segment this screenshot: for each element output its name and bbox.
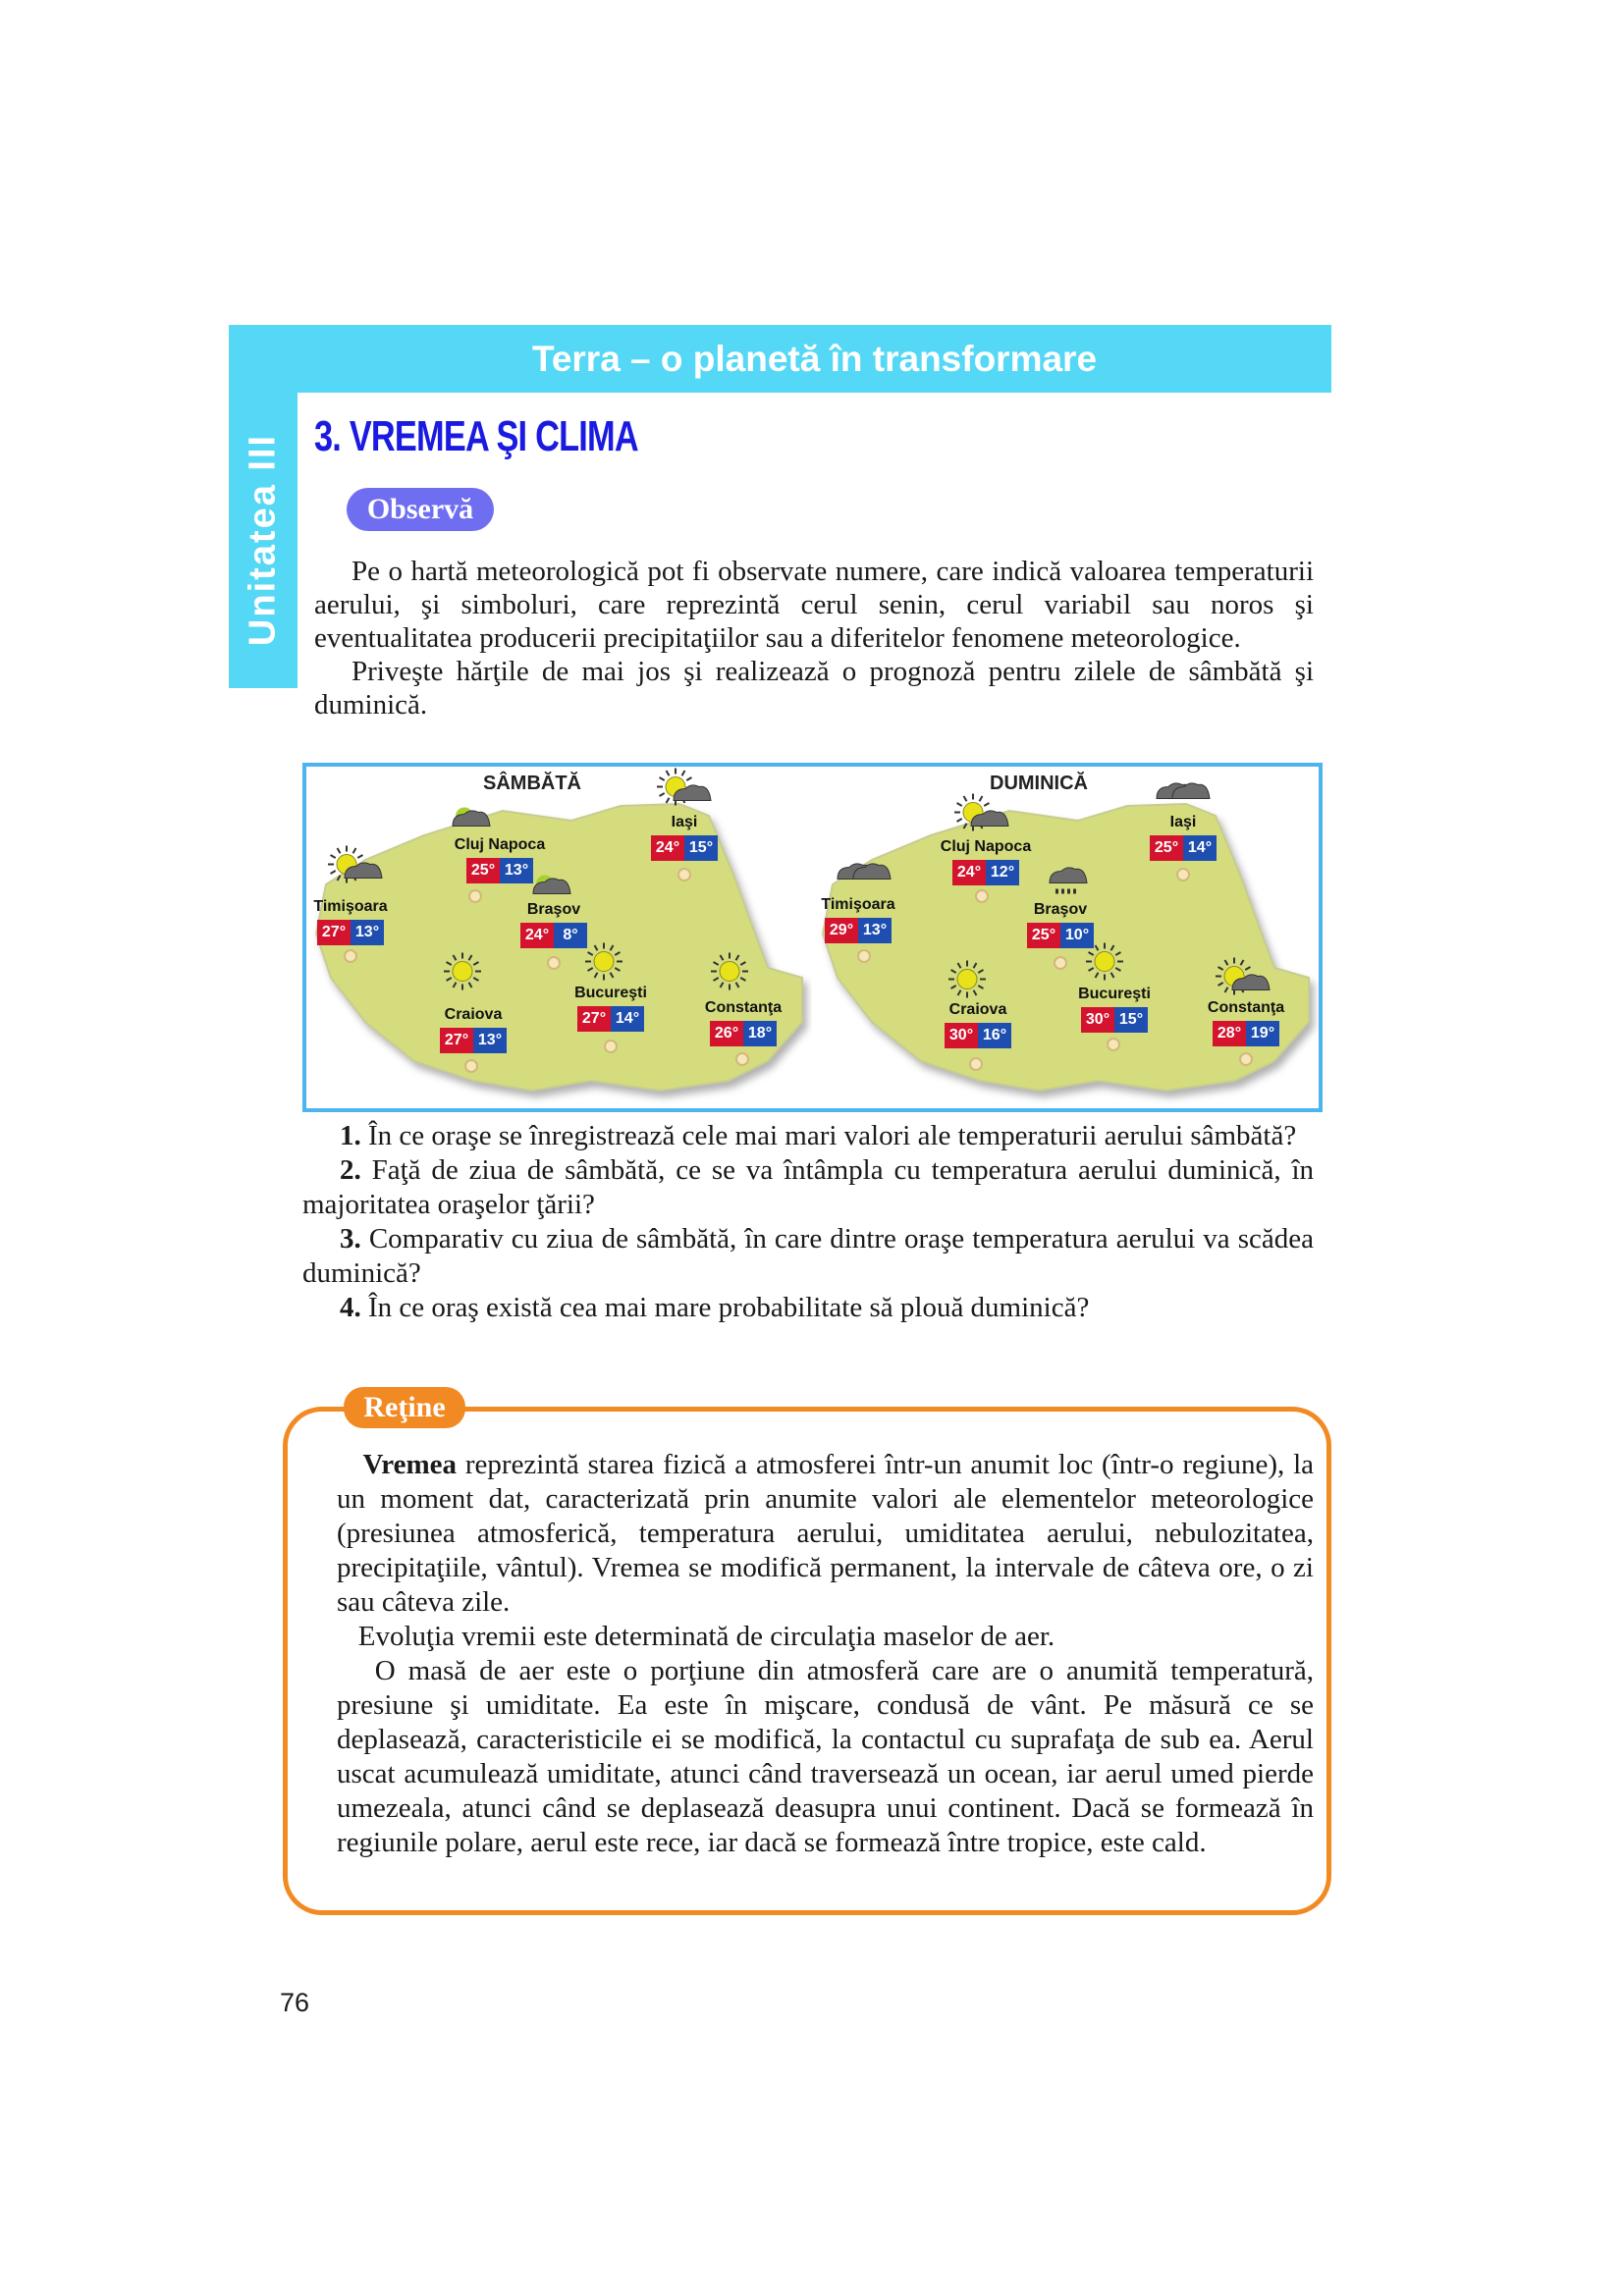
retine-paragraph (337, 1620, 1314, 1654)
city-name: Braşov (526, 901, 581, 918)
max-temperature: 25° (1027, 923, 1060, 948)
city-marker (1107, 1038, 1120, 1051)
max-temperature: 24° (952, 860, 986, 885)
city-temperatures (1081, 1007, 1148, 1033)
max-temperature: 25° (466, 858, 500, 883)
city-temperatures (825, 918, 892, 943)
min-temperature: 18° (743, 1021, 777, 1046)
max-temperature: 27° (440, 1028, 473, 1053)
city-temperatures (440, 1028, 507, 1053)
question-1 (302, 1119, 1314, 1153)
city-marker (1176, 868, 1190, 881)
retine-text (337, 1448, 1314, 1860)
city-temperatures (317, 920, 384, 945)
questions (302, 1119, 1314, 1325)
min-temperature: 14° (1183, 835, 1217, 861)
observe-badge: Observă (347, 488, 494, 531)
sun-cloud-icon (953, 793, 1010, 839)
paragraph-text: Evoluţia vremii este determinată de circulaţia maselor de aer. (357, 1621, 1055, 1652)
question-number: 2. (340, 1154, 361, 1186)
map-saturday (306, 767, 812, 1108)
max-temperature: 29° (825, 918, 858, 943)
city-name: Iaşi (1169, 814, 1197, 830)
paragraph-text: O masă de aer este o porţiune din atmosferă care are o anumită temperatură, presiune şi umiditate. Ea este în mişcare, condusă de vânt. Pe măsură ce se deplasează, caracteristicile ei se modifică, la contactul cu suprafaţa de sub ea. Aerul uscat acumulează umiditate, atunci când traversează un ocean, iar aerul umed pierde umezeala, atunci când se deplasează deasupra unui continent. Dacă se formează în regiunile polare, aerul este rece, iar dacă se formează între tropice, este cald. (337, 1655, 1315, 1858)
city-marker (468, 889, 482, 903)
sun-icon (443, 952, 500, 998)
city-name: Constanţa (1207, 999, 1285, 1016)
question-number: 1. (340, 1120, 361, 1151)
question-2 (302, 1153, 1314, 1222)
min-temperature: 12° (986, 860, 1019, 885)
min-temperature: 15° (684, 835, 718, 861)
city-marker (1054, 956, 1067, 970)
city-name: Constanţa (704, 999, 783, 1016)
cloud-icon (836, 854, 893, 900)
city-marker (975, 889, 989, 903)
city-temperatures (520, 923, 587, 948)
city-temperatures (952, 860, 1019, 885)
city-name: Timişoara (313, 898, 388, 915)
retine-paragraph (337, 1448, 1314, 1620)
min-temperature: 13° (351, 920, 384, 945)
retine-badge: Reţine (344, 1387, 465, 1428)
min-temperature: 8° (554, 923, 587, 948)
max-temperature: 24° (651, 835, 684, 861)
city-name: Cluj Napoca (454, 836, 546, 853)
intro-paragraph: Priveşte hărţile de mai jos şi realizează o prognoză pentru zilele de sâmbătă şi duminică. (314, 656, 1314, 721)
question-number: 4. (340, 1292, 361, 1323)
sun-cloud-icon (1215, 957, 1271, 1003)
max-temperature: 27° (317, 920, 351, 945)
city-temperatures (466, 858, 533, 883)
city-marker (1239, 1052, 1253, 1066)
city-marker (677, 868, 691, 881)
city-marker (969, 1057, 983, 1071)
sun-icon (584, 942, 641, 988)
question-4 (302, 1291, 1314, 1325)
max-temperature: 24° (520, 923, 554, 948)
map-day-title: DUMINICĂ (990, 773, 1088, 794)
city-marker (604, 1040, 618, 1053)
city-temperatures (710, 1021, 777, 1046)
max-temperature: 30° (945, 1023, 978, 1048)
unit-label (229, 393, 298, 687)
city-temperatures (577, 1006, 644, 1032)
sun-cloud-icon (656, 768, 713, 814)
city-temperatures (1027, 923, 1094, 948)
retine-paragraph (337, 1654, 1314, 1860)
question-text: În ce oraş există cea mai mare probabilitate să plouă duminică? (368, 1292, 1090, 1323)
city-temperatures (945, 1023, 1011, 1048)
min-temperature: 10° (1060, 923, 1094, 948)
sun-cloud-icon (327, 845, 384, 891)
map-day-title: SÂMBĂTĂ (483, 773, 581, 794)
city-name: Cluj Napoca (940, 838, 1032, 855)
sun-icon (710, 952, 767, 998)
page-number: 76 (280, 1988, 310, 2017)
question-3 (302, 1222, 1314, 1291)
city-name: Bucureşti (574, 985, 647, 1001)
min-temperature: 19° (1246, 1021, 1279, 1046)
city-marker (735, 1052, 749, 1066)
min-temperature: 16° (978, 1023, 1011, 1048)
cloud-icon (1155, 774, 1212, 820)
max-temperature: 30° (1081, 1007, 1114, 1033)
city-marker (464, 1059, 478, 1073)
intro-paragraph: Pe o hartă meteorologică pot fi observate numere, care indică valoarea temperaturii aerului, şi simboluri, care reprezintă cerul senin, cerul variabil sau noros şi eventualitatea producerii precipitaţiilor sau a diferitelor fenomene meteorologice. (314, 556, 1314, 654)
city-name: Craiova (444, 1006, 503, 1023)
sun-icon (1085, 942, 1142, 988)
weather-maps (302, 763, 1323, 1112)
question-text: Faţă de ziua de sâmbătă, ce se va întâmpla cu temperatura aerului duminică, în majoritatea oraşelor ţării? (302, 1154, 1315, 1220)
question-text: Comparativ cu ziua de sâmbătă, în care dintre oraşe temperatura aerului va scădea duminică? (302, 1223, 1315, 1289)
intro-text (314, 555, 1314, 721)
city-temperatures (651, 835, 718, 861)
max-temperature: 26° (710, 1021, 743, 1046)
city-marker (344, 949, 357, 963)
min-temperature: 13° (858, 918, 892, 943)
lesson-title: 3. VREMEA ŞI CLIMA (314, 412, 638, 460)
city-name: Timişoara (821, 896, 895, 913)
definition: reprezintă starea fizică a atmosferei într-un anumit loc (într-o regiune), la un moment dat, caracterizată prin anumite valori ale elementelor meteorologice (presiunea atmosferică, temperatura aerului, umiditatea aerului, nebulozitatea, precipitaţiile, vântul). Vremea se modifică permanent, la intervale de câteva ore, o zi sau câteva zile. (337, 1449, 1314, 1618)
max-temperature: 27° (577, 1006, 611, 1032)
min-temperature: 15° (1114, 1007, 1148, 1033)
sun-icon (947, 960, 1004, 1006)
city-marker (547, 956, 561, 970)
city-temperatures (1150, 835, 1217, 861)
max-temperature: 28° (1213, 1021, 1246, 1046)
city-temperatures (1213, 1021, 1279, 1046)
header-title: Terra – o planetă în transformare (531, 339, 1098, 379)
question-text: În ce oraşe se înregistrează cele mai mari valori ale temperaturii aerului sâmbătă? (368, 1120, 1297, 1151)
max-temperature: 25° (1150, 835, 1183, 861)
min-temperature: 14° (611, 1006, 644, 1032)
question-number: 3. (340, 1223, 361, 1255)
min-temperature: 13° (473, 1028, 507, 1053)
city-name: Braşov (1033, 901, 1088, 918)
term-vremea: Vremea (362, 1449, 458, 1480)
city-name: Iaşi (671, 814, 698, 830)
min-temperature: 13° (500, 858, 533, 883)
unit-label-text: Unitatea III (242, 433, 284, 647)
city-name: Craiova (948, 1001, 1007, 1018)
city-marker (857, 949, 871, 963)
map-sunday (813, 767, 1319, 1108)
city-name: Bucureşti (1078, 986, 1151, 1002)
